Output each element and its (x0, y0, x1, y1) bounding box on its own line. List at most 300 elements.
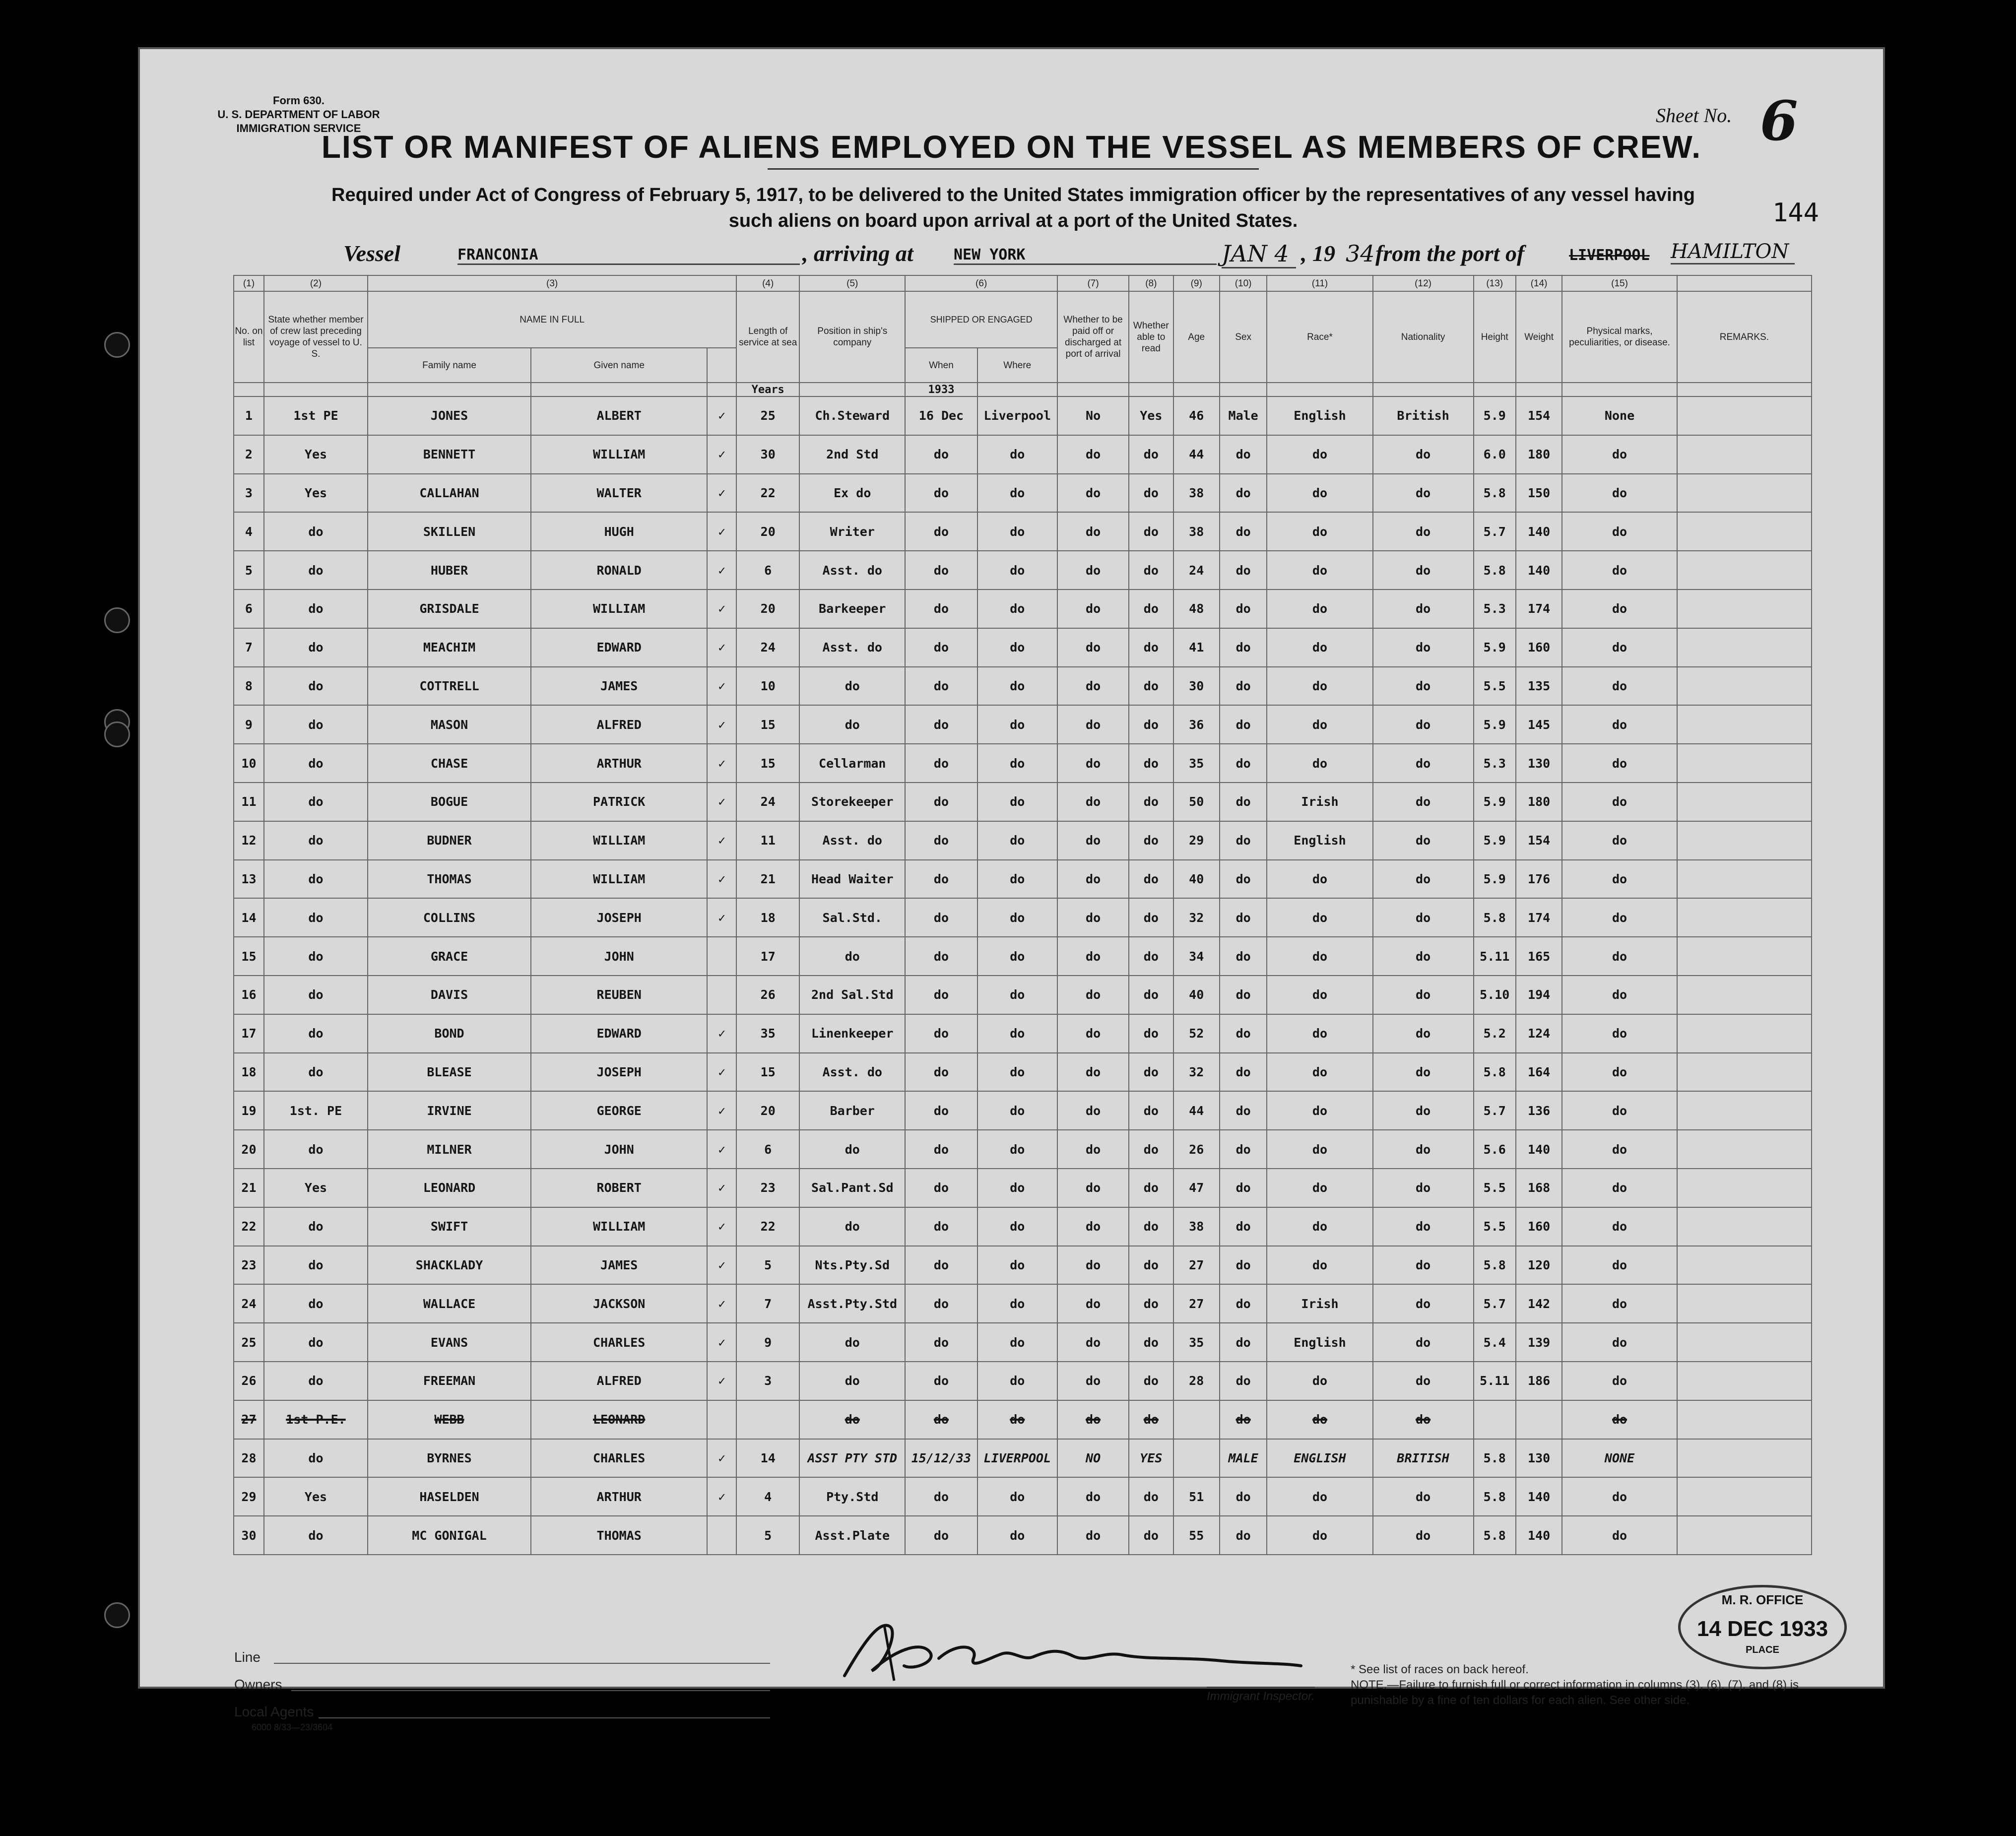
cell-weight: 165 (1516, 937, 1562, 976)
cell-age: 41 (1173, 628, 1220, 667)
cell-weight: 130 (1516, 744, 1562, 783)
cell-paid: do (1057, 1091, 1129, 1130)
cell-where: do (977, 1207, 1057, 1246)
cell-remarks (1677, 821, 1812, 860)
cell-race: Irish (1267, 783, 1372, 821)
cell-no: 16 (234, 976, 264, 1014)
cell-read: do (1129, 628, 1173, 667)
colno-14: (14) (1516, 275, 1562, 291)
cell-no: 14 (234, 898, 264, 937)
cell-marks: do (1562, 898, 1677, 937)
port-handwritten: HAMILTON (1671, 240, 1795, 264)
cell-when: do (905, 628, 977, 667)
cell-sex: do (1220, 1053, 1267, 1092)
cell-marks: do (1562, 628, 1677, 667)
cell-no: 19 (234, 1091, 264, 1130)
cell-paid: do (1057, 628, 1129, 667)
cell-position: do (799, 1362, 905, 1400)
cell-tick: ✓ (707, 396, 736, 435)
cell-where: do (977, 705, 1057, 744)
stamp-date: 14 DEC 1933 (1696, 1617, 1828, 1641)
cell-given: WILLIAM (531, 435, 707, 474)
header-sex: Sex (1220, 291, 1267, 383)
cell-tick (707, 937, 736, 976)
table-row (234, 821, 1812, 860)
cell-weight: 176 (1516, 860, 1562, 899)
cell-when: do (905, 1477, 977, 1516)
cell-member: do (264, 1516, 368, 1555)
cell-position: do (799, 667, 905, 706)
cell-position: Ch.Steward (799, 396, 905, 435)
cell-family: FREEMAN (368, 1362, 531, 1400)
cell-family: MASON (368, 705, 531, 744)
arrival-date: JAN 4 (1222, 240, 1296, 268)
cell-member: Yes (264, 474, 368, 513)
cell-when: do (905, 1169, 977, 1207)
cell-paid: do (1057, 667, 1129, 706)
cell-weight: 154 (1516, 821, 1562, 860)
cell-position: Sal.Std. (799, 898, 905, 937)
cell-given: WILLIAM (531, 1207, 707, 1246)
colno-4: (4) (736, 275, 799, 291)
cell-paid: do (1057, 1014, 1129, 1053)
cell-service: 26 (736, 976, 799, 1014)
inspector-signature (825, 1611, 1306, 1691)
header-physical-marks: Physical marks, peculiarities, or disease. (1562, 291, 1677, 383)
cell-when: do (905, 1207, 977, 1246)
cell-no: 23 (234, 1246, 264, 1285)
cell-race: do (1267, 1091, 1372, 1130)
cell-tick: ✓ (707, 628, 736, 667)
cell-remarks (1677, 976, 1812, 1014)
cell-sex: do (1220, 1477, 1267, 1516)
cell-weight: 168 (1516, 1169, 1562, 1207)
cell-position: 2nd Std (799, 435, 905, 474)
cell-given: REUBEN (531, 976, 707, 1014)
cell-position: Asst. do (799, 551, 905, 590)
cell-member: Yes (264, 1169, 368, 1207)
cell-weight: 145 (1516, 705, 1562, 744)
cell-age: 34 (1173, 937, 1220, 976)
cell-no: 3 (234, 474, 264, 513)
table-row (234, 1207, 1812, 1246)
cell-paid: NO (1057, 1439, 1129, 1478)
cell-nationality: do (1373, 1169, 1474, 1207)
cell-paid: do (1057, 783, 1129, 821)
cell-position: do (799, 1207, 905, 1246)
cell-family: COTTRELL (368, 667, 531, 706)
cell-position: do (799, 937, 905, 976)
cell-member: do (264, 667, 368, 706)
cell-where: do (977, 435, 1057, 474)
cell-height: 5.7 (1474, 1284, 1516, 1323)
table-row (234, 590, 1812, 628)
cell-service: 6 (736, 551, 799, 590)
cell-given: THOMAS (531, 1516, 707, 1555)
cell-tick: ✓ (707, 474, 736, 513)
cell-where: do (977, 744, 1057, 783)
cell-age: 44 (1173, 435, 1220, 474)
cell-family: BYRNES (368, 1439, 531, 1478)
cell-family: HASELDEN (368, 1477, 531, 1516)
cell-marks: do (1562, 821, 1677, 860)
cell-no: 7 (234, 628, 264, 667)
cell-read: do (1129, 1053, 1173, 1092)
cell-read: do (1129, 937, 1173, 976)
crew-table-wrap (233, 275, 1812, 1555)
header-race: Race* (1267, 291, 1372, 383)
cell-remarks (1677, 396, 1812, 435)
cell-given: JAMES (531, 1246, 707, 1285)
cell-no: 29 (234, 1477, 264, 1516)
cell-read: do (1129, 1130, 1173, 1169)
cell-tick: ✓ (707, 1130, 736, 1169)
cell-service: 20 (736, 1091, 799, 1130)
cell-where: do (977, 1014, 1057, 1053)
cell-where: do (977, 1053, 1057, 1092)
cell-position: Barkeeper (799, 590, 905, 628)
cell-weight: 174 (1516, 898, 1562, 937)
cell-service: 10 (736, 667, 799, 706)
cell-marks: do (1562, 474, 1677, 513)
cell-member: do (264, 590, 368, 628)
footer-line-label: Line (234, 1649, 260, 1665)
cell-sex: do (1220, 744, 1267, 783)
cell-nationality: do (1373, 783, 1474, 821)
table-row (234, 1169, 1812, 1207)
cell-service: 35 (736, 1014, 799, 1053)
cell-member: do (264, 744, 368, 783)
colno-5: (5) (799, 275, 905, 291)
cell-no: 30 (234, 1516, 264, 1555)
cell-family: BOGUE (368, 783, 531, 821)
cell-paid: do (1057, 1053, 1129, 1092)
cell-weight: 142 (1516, 1284, 1562, 1323)
years-row (234, 383, 1812, 396)
cell-when: do (905, 783, 977, 821)
form-number: Form 630. (273, 94, 325, 107)
footer-agents-rule (319, 1717, 770, 1718)
cell-age (1173, 1439, 1220, 1478)
table-row (234, 551, 1812, 590)
cell-member: do (264, 1439, 368, 1478)
cell-tick: ✓ (707, 783, 736, 821)
table-row (234, 435, 1812, 474)
cell-age: 48 (1173, 590, 1220, 628)
header-weight: Weight (1516, 291, 1562, 383)
cell-service: 7 (736, 1284, 799, 1323)
cell-position: do (799, 1323, 905, 1362)
cell-tick: ✓ (707, 1053, 736, 1092)
cell-weight: 140 (1516, 551, 1562, 590)
cell-given: JACKSON (531, 1284, 707, 1323)
cell-service: 15 (736, 744, 799, 783)
sheet-number: 6 (1760, 89, 1798, 153)
cell-race: do (1267, 1169, 1372, 1207)
cell-remarks (1677, 705, 1812, 744)
cell-read: do (1129, 1207, 1173, 1246)
table-row (234, 898, 1812, 937)
title-rule (768, 168, 1259, 170)
cell-no: 20 (234, 1130, 264, 1169)
cell-given: PATRICK (531, 783, 707, 821)
cell-race: do (1267, 474, 1372, 513)
cell-weight: 130 (1516, 1439, 1562, 1478)
cell-height: 5.5 (1474, 667, 1516, 706)
cell-given: ROBERT (531, 1169, 707, 1207)
cell-given: CHARLES (531, 1439, 707, 1478)
crew-table-body (234, 383, 1812, 1555)
cell-remarks (1677, 860, 1812, 899)
cell-race: do (1267, 590, 1372, 628)
table-row (234, 1130, 1812, 1169)
cell-read: do (1129, 590, 1173, 628)
cell-paid: do (1057, 1169, 1129, 1207)
cell-race: do (1267, 1400, 1372, 1439)
cell-when: do (905, 1323, 977, 1362)
cell-given: ARTHUR (531, 1477, 707, 1516)
cell-race: do (1267, 628, 1372, 667)
cell-height: 5.8 (1474, 1439, 1516, 1478)
cell-age: 44 (1173, 1091, 1220, 1130)
cell-weight: 140 (1516, 1130, 1562, 1169)
cell-marks: do (1562, 590, 1677, 628)
cell-when: do (905, 551, 977, 590)
cell-sex: do (1220, 628, 1267, 667)
cell-marks: do (1562, 435, 1677, 474)
cell-marks: do (1562, 551, 1677, 590)
cell-given: WILLIAM (531, 590, 707, 628)
cell-remarks (1677, 1014, 1812, 1053)
column-number-row (234, 275, 1812, 291)
header-able-to-read: Whether able to read (1129, 291, 1173, 383)
header-when: When (905, 348, 977, 383)
cell-race: do (1267, 1477, 1372, 1516)
cell-remarks (1677, 783, 1812, 821)
cell-marks: do (1562, 1323, 1677, 1362)
cell-when: do (905, 1284, 977, 1323)
cell-nationality: do (1373, 898, 1474, 937)
arriving-port: NEW YORK (954, 240, 1217, 265)
cell-where: do (977, 937, 1057, 976)
cell-position: Storekeeper (799, 783, 905, 821)
cell-nationality: do (1373, 667, 1474, 706)
cell-race: do (1267, 976, 1372, 1014)
cell-weight: 180 (1516, 783, 1562, 821)
cell-no: 9 (234, 705, 264, 744)
cell-weight: 194 (1516, 976, 1562, 1014)
cell-sex: do (1220, 937, 1267, 976)
cell-service: 20 (736, 512, 799, 551)
table-row (234, 783, 1812, 821)
table-row (234, 667, 1812, 706)
cell-where: do (977, 1091, 1057, 1130)
cell-race: do (1267, 551, 1372, 590)
cell-where: do (977, 512, 1057, 551)
colno-9: (9) (1173, 275, 1220, 291)
cell-member: Yes (264, 1477, 368, 1516)
cell-age: 29 (1173, 821, 1220, 860)
cell-given: CHARLES (531, 1323, 707, 1362)
header-where: Where (977, 348, 1057, 383)
cell-weight: 154 (1516, 396, 1562, 435)
cell-read: do (1129, 1284, 1173, 1323)
cell-marks: None (1562, 396, 1677, 435)
cell-read: do (1129, 705, 1173, 744)
cell-member: do (264, 1014, 368, 1053)
cell-service: 5 (736, 1246, 799, 1285)
cell-family: THOMAS (368, 860, 531, 899)
port-struck: LIVERPOOL (1569, 247, 1650, 264)
colno-1: (1) (234, 275, 264, 291)
cell-given: JOHN (531, 937, 707, 976)
cell-when: do (905, 1400, 977, 1439)
cell-weight: 140 (1516, 1516, 1562, 1555)
cell-race: do (1267, 1516, 1372, 1555)
cell-tick: ✓ (707, 1246, 736, 1285)
header-height: Height (1474, 291, 1516, 383)
cell-nationality: do (1373, 1207, 1474, 1246)
cell-sex: do (1220, 512, 1267, 551)
cell-age: 27 (1173, 1246, 1220, 1285)
header-given-name: Given name (531, 348, 707, 383)
cell-member: do (264, 628, 368, 667)
cell-race: Irish (1267, 1284, 1372, 1323)
cell-marks: NONE (1562, 1439, 1677, 1478)
cell-marks: do (1562, 1516, 1677, 1555)
from-port-label: from the port of (1375, 241, 1525, 266)
cell-service: 22 (736, 474, 799, 513)
cell-service: 9 (736, 1323, 799, 1362)
cell-weight: 124 (1516, 1014, 1562, 1053)
cell-no: 13 (234, 860, 264, 899)
cell-no: 2 (234, 435, 264, 474)
cell-tick (707, 1516, 736, 1555)
page-title: LIST OR MANIFEST OF ALIENS EMPLOYED ON THE VESSEL AS MEMBERS OF CREW. (321, 129, 1702, 165)
cell-height: 5.9 (1474, 628, 1516, 667)
cell-member: 1st PE (264, 396, 368, 435)
cell-when: do (905, 744, 977, 783)
cell-marks: do (1562, 1284, 1677, 1323)
cell-no: 12 (234, 821, 264, 860)
header-length-of-service: Length of service at sea (736, 291, 799, 383)
cell-marks: do (1562, 1130, 1677, 1169)
cell-height: 5.8 (1474, 474, 1516, 513)
table-row (234, 474, 1812, 513)
cell-race: do (1267, 937, 1372, 976)
cell-remarks (1677, 1246, 1812, 1285)
table-row (234, 1477, 1812, 1516)
cell-sex: do (1220, 1014, 1267, 1053)
cell-height: 5.9 (1474, 396, 1516, 435)
cell-nationality: do (1373, 1516, 1474, 1555)
cell-tick: ✓ (707, 1439, 736, 1478)
header-remarks: REMARKS. (1677, 291, 1812, 383)
cell-position: do (799, 705, 905, 744)
cell-when: do (905, 512, 977, 551)
cell-member: do (264, 976, 368, 1014)
cell-height: 5.9 (1474, 705, 1516, 744)
cell-read: do (1129, 667, 1173, 706)
cell-given: LEONARD (531, 1400, 707, 1439)
cell-read: do (1129, 1014, 1173, 1053)
cell-given: JOSEPH (531, 1053, 707, 1092)
cell-age: 55 (1173, 1516, 1220, 1555)
cell-paid: do (1057, 474, 1129, 513)
colno-11: (11) (1267, 275, 1372, 291)
cell-where: do (977, 860, 1057, 899)
cell-member: do (264, 783, 368, 821)
cell-given: GEORGE (531, 1091, 707, 1130)
cell-tick: ✓ (707, 705, 736, 744)
cell-no: 25 (234, 1323, 264, 1362)
cell-service: 11 (736, 821, 799, 860)
cell-age: 40 (1173, 860, 1220, 899)
cell-paid: do (1057, 821, 1129, 860)
cell-member: do (264, 860, 368, 899)
cell-sex: do (1220, 705, 1267, 744)
cell-when: do (905, 590, 977, 628)
cell-paid: do (1057, 976, 1129, 1014)
service-name: IMMIGRATION SERVICE (236, 122, 361, 134)
year-suffix: 34 (1346, 240, 1375, 267)
cell-when: do (905, 1362, 977, 1400)
cell-position: ASST PTY STD (799, 1439, 905, 1478)
header-no-on-list: No. on list (234, 291, 264, 383)
cell-sex: do (1220, 1246, 1267, 1285)
cell-paid: do (1057, 1246, 1129, 1285)
colno-12: (12) (1373, 275, 1474, 291)
cell-remarks (1677, 1169, 1812, 1207)
cell-read: do (1129, 1477, 1173, 1516)
table-row (234, 860, 1812, 899)
cell-sex: do (1220, 860, 1267, 899)
cell-no: 1 (234, 396, 264, 435)
cell-family: CALLAHAN (368, 474, 531, 513)
cell-sex: do (1220, 1130, 1267, 1169)
cell-when: do (905, 1014, 977, 1053)
table-row (234, 512, 1812, 551)
cell-read: do (1129, 474, 1173, 513)
cell-height: 5.3 (1474, 590, 1516, 628)
cell-sex: do (1220, 435, 1267, 474)
cell-when: 16 Dec (905, 396, 977, 435)
cell-nationality: do (1373, 1400, 1474, 1439)
cell-nationality: do (1373, 1477, 1474, 1516)
cell-remarks (1677, 937, 1812, 976)
cell-sex: do (1220, 590, 1267, 628)
cell-nationality: do (1373, 976, 1474, 1014)
cell-no: 27 (234, 1400, 264, 1439)
cell-tick: ✓ (707, 1284, 736, 1323)
cell-height: 5.9 (1474, 783, 1516, 821)
cell-no: 15 (234, 937, 264, 976)
cell-service: 4 (736, 1477, 799, 1516)
cell-height: 5.4 (1474, 1323, 1516, 1362)
cell-paid: do (1057, 860, 1129, 899)
office-stamp (1678, 1585, 1847, 1669)
cell-where: do (977, 976, 1057, 1014)
cell-family: EVANS (368, 1323, 531, 1362)
table-row (234, 628, 1812, 667)
cell-read: do (1129, 435, 1173, 474)
cell-height: 5.5 (1474, 1169, 1516, 1207)
cell-race: do (1267, 898, 1372, 937)
cell-given: JAMES (531, 667, 707, 706)
header-member-last-voyage: State whether member of crew last preceding voyage of vessel to U. S. (264, 291, 368, 383)
cell-family: SHACKLADY (368, 1246, 531, 1285)
cell-position: Asst.Plate (799, 1516, 905, 1555)
